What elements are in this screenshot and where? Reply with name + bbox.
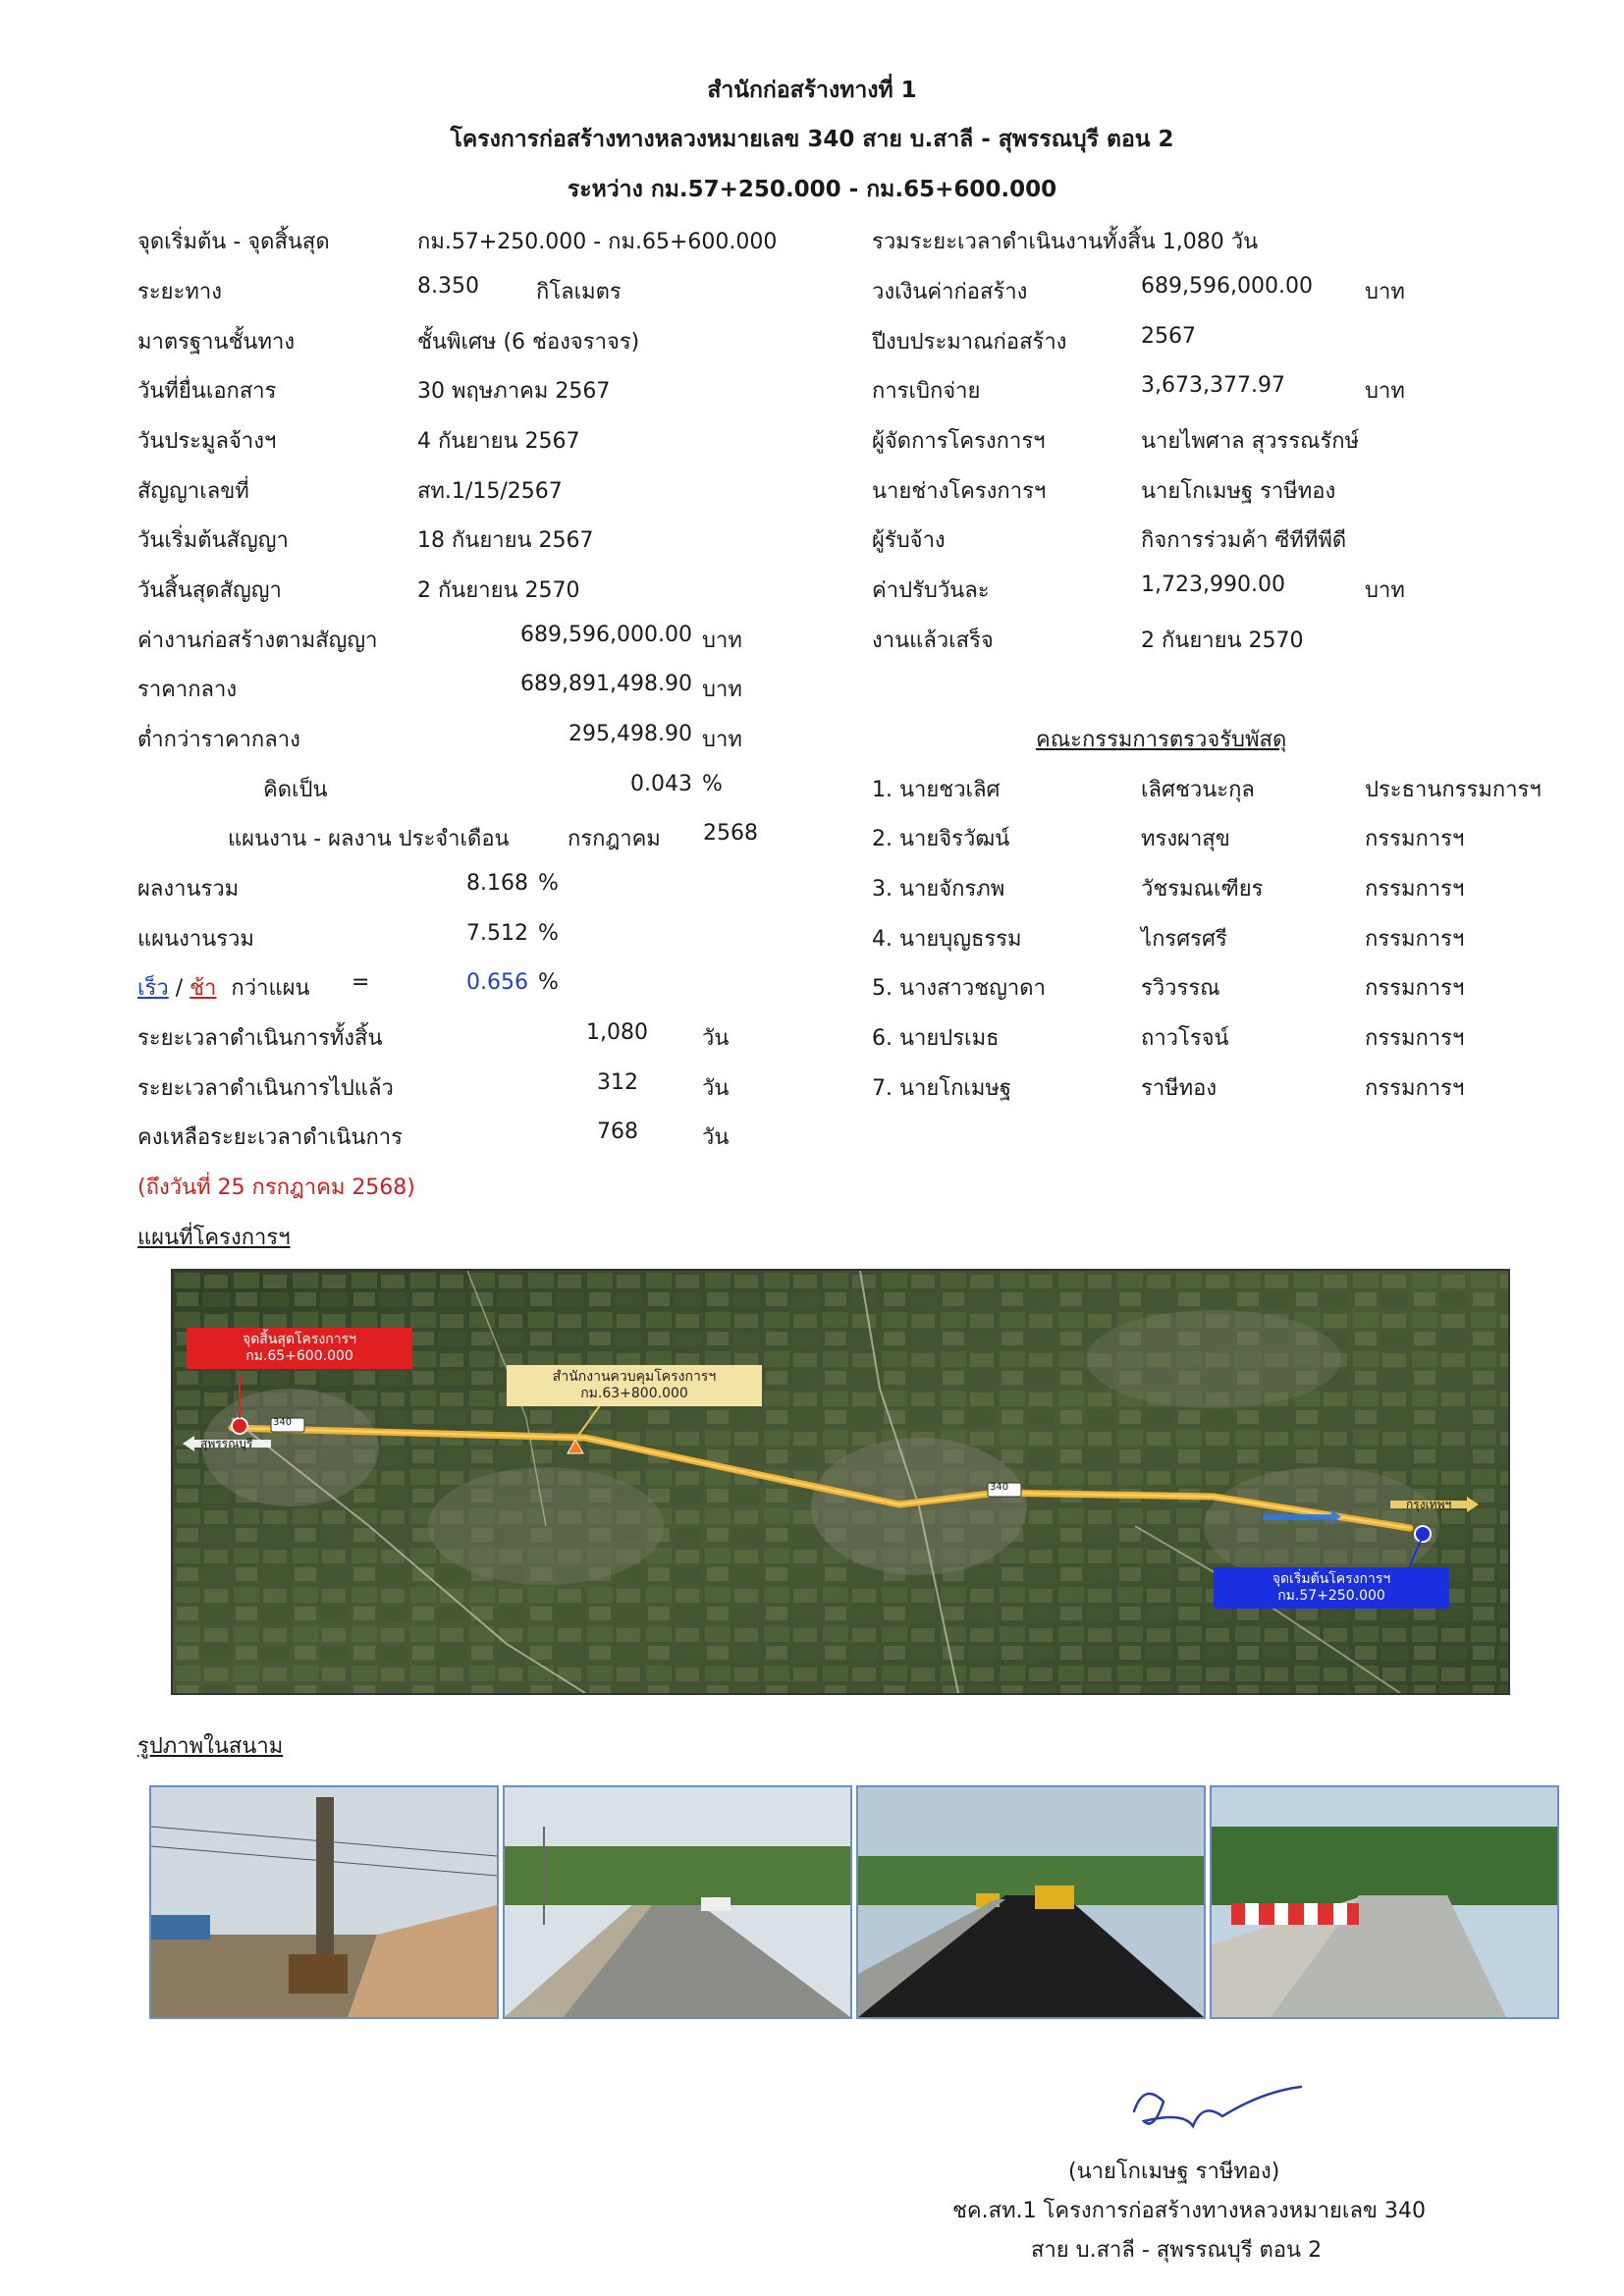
office-label: สำนักงานควบคุมโครงการฯ bbox=[552, 1369, 717, 1385]
value-below-median: 295,498.90 bbox=[568, 722, 692, 746]
speed-fast: เร็ว bbox=[137, 976, 169, 1001]
value-standard: ชั้นพิเศษ (6 ช่องจราจร) bbox=[417, 330, 640, 355]
office-callout bbox=[507, 1365, 762, 1406]
speed-slash: / bbox=[175, 976, 184, 1001]
signer-position: ชค.สท.1 โครงการก่อสร้างทางหลวงหมายเลข 340 bbox=[952, 2199, 1426, 2223]
value-distance: 8.350 bbox=[417, 274, 479, 299]
unit-median-price: บาท bbox=[702, 678, 742, 702]
as-of-date: (ถึงวันที่ 25 กรกฎาคม 2568) bbox=[137, 1175, 415, 1200]
unit-contract-cost: บาท bbox=[702, 629, 742, 653]
value-plan-month: กรกฎาคม bbox=[568, 827, 661, 851]
signer-project: สาย บ.สาลี - สุพรรณบุรี ตอน 2 bbox=[1031, 2238, 1323, 2263]
member-name: 5. นางสาวชญาดา bbox=[872, 976, 1046, 1001]
start-point-label: จุดเริ่มต้นโครงการฯ bbox=[1272, 1571, 1391, 1587]
unit-remaining-duration: วัน bbox=[702, 1125, 730, 1150]
unit-below-median: บาท bbox=[702, 728, 742, 752]
unit-distance: กิโลเมตร bbox=[536, 280, 622, 304]
photos-title: รูปภาพในสนาม bbox=[137, 1734, 284, 1759]
speed-equals: = bbox=[352, 970, 370, 995]
end-point-marker bbox=[232, 1418, 247, 1434]
label-total-plan: แผนงานรวม bbox=[137, 927, 254, 952]
field-photo bbox=[856, 1785, 1206, 2019]
value-fiscal-year: 2567 bbox=[1141, 324, 1196, 349]
member-surname: ทรงผาสุข bbox=[1141, 827, 1230, 851]
label-below-median: ต่ำกว่าราคากลาง bbox=[137, 728, 300, 752]
speed-slow: ช้า bbox=[189, 976, 217, 1001]
member-name: 6. นายปรเมธ bbox=[872, 1026, 1000, 1051]
value-submit-date: 30 พฤษภาคม 2567 bbox=[417, 379, 611, 404]
label-remaining-duration: คงเหลือระยะเวลาดำเนินการ bbox=[137, 1125, 403, 1150]
field-photo bbox=[1210, 1785, 1559, 2019]
value-total-progress: 8.168 bbox=[466, 871, 528, 896]
value-project-engineer: นายโกเมษฐ ราษีทอง bbox=[1141, 479, 1336, 504]
label-total-days: รวมระยะเวลาดำเนินงานทั้งสิ้น 1,080 วัน bbox=[872, 230, 1259, 254]
start-point-km: กม.57+250.000 bbox=[1277, 1588, 1385, 1604]
member-role: กรรมการฯ bbox=[1365, 827, 1465, 851]
label-bid-date: วันประมูลจ้างฯ bbox=[137, 429, 277, 454]
photo-concrete-road bbox=[1212, 1787, 1557, 2017]
member-surname: รวิวรรณ bbox=[1141, 976, 1220, 1001]
label-standard: มาตรฐานชั้นทาง bbox=[137, 330, 296, 355]
label-percent: คิดเป็น bbox=[263, 778, 328, 802]
speed-label: กว่าแผน bbox=[231, 976, 310, 1001]
label-plan-monthly: แผนงาน - ผลงาน ประจำเดือน bbox=[228, 827, 510, 851]
label-contractor: ผู้รับจ้าง bbox=[872, 528, 946, 553]
label-fiscal-year: ปีงบประมาณก่อสร้าง bbox=[872, 330, 1067, 355]
member-surname: ราษีทอง bbox=[1141, 1076, 1218, 1101]
member-surname: ถาวโรจน์ bbox=[1141, 1026, 1229, 1051]
route-number-label: 340 bbox=[990, 1482, 1009, 1493]
unit-budget: บาท bbox=[1365, 280, 1405, 304]
value-plan-year: 2568 bbox=[703, 821, 758, 846]
signature-scribble bbox=[1114, 2072, 1311, 2145]
label-project-engineer: นายช่างโครงการฯ bbox=[872, 479, 1047, 504]
unit-disbursement: บาท bbox=[1365, 379, 1405, 404]
value-contract-start: 18 กันยายน 2567 bbox=[417, 528, 594, 553]
value-bid-date: 4 กันยายน 2567 bbox=[417, 429, 580, 454]
member-surname: เลิศชวนะกุล bbox=[1141, 778, 1255, 802]
label-median-price: ราคากลาง bbox=[137, 678, 238, 702]
label-daily-fine: ค่าปรับวันละ bbox=[872, 578, 990, 603]
member-surname: ไกรศรศรี bbox=[1141, 927, 1227, 952]
field-photo bbox=[149, 1785, 499, 2019]
member-name: 3. นายจักรภพ bbox=[872, 877, 1005, 902]
value-total-duration: 1,080 bbox=[586, 1020, 648, 1045]
value-start-end: กม.57+250.000 - กม.65+600.000 bbox=[417, 230, 778, 254]
label-contract-no: สัญญาเลขที่ bbox=[137, 479, 249, 504]
label-budget: วงเงินค่าก่อสร้าง bbox=[872, 280, 1028, 304]
speed-unit: % bbox=[538, 970, 559, 995]
start-point-marker bbox=[1415, 1526, 1431, 1542]
label-start-end: จุดเริ่มต้น - จุดสิ้นสุด bbox=[137, 230, 330, 254]
unit-total-plan: % bbox=[538, 921, 559, 946]
member-role: กรรมการฯ bbox=[1365, 1026, 1465, 1051]
value-contract-no: สท.1/15/2567 bbox=[417, 479, 563, 504]
value-contract-end: 2 กันยายน 2570 bbox=[417, 578, 580, 603]
label-submit-date: วันที่ยื่นเอกสาร bbox=[137, 379, 277, 404]
end-point-km: กม.65+600.000 bbox=[245, 1348, 353, 1364]
office-km: กม.63+800.000 bbox=[580, 1386, 688, 1401]
section-title: ระหว่าง กม.57+250.000 - กม.65+600.000 bbox=[567, 177, 1057, 202]
member-surname: วัชรมณเฑียร bbox=[1141, 877, 1264, 902]
value-contractor: กิจการร่วมค้า ซีทีทีพีดี bbox=[1141, 528, 1347, 553]
value-budget: 689,596,000.00 bbox=[1141, 274, 1313, 299]
photo-road-widening bbox=[505, 1787, 850, 2017]
member-role: กรรมการฯ bbox=[1365, 877, 1465, 902]
map-title: แผนที่โครงการฯ bbox=[137, 1226, 291, 1250]
field-photo bbox=[503, 1785, 852, 2019]
label-contract-start: วันเริ่มต้นสัญญา bbox=[137, 528, 289, 553]
member-role: กรรมการฯ bbox=[1365, 927, 1465, 952]
label-total-progress: ผลงานรวม bbox=[137, 877, 240, 902]
project-map bbox=[171, 1269, 1510, 1695]
value-project-manager: นายไพศาล สุวรรณรักษ์ bbox=[1141, 429, 1360, 454]
value-median-price: 689,891,498.90 bbox=[520, 672, 692, 696]
start-point-callout bbox=[1214, 1567, 1449, 1609]
suphan-direction-label: สุพรรณบุรี bbox=[200, 1437, 253, 1450]
member-name: 7. นายโกเมษฐ bbox=[872, 1076, 1012, 1101]
member-name: 2. นายจิรวัฒน์ bbox=[872, 827, 1010, 851]
end-point-label: จุดสิ้นสุดโครงการฯ bbox=[242, 1332, 356, 1347]
value-total-plan: 7.512 bbox=[466, 921, 528, 946]
value-contract-cost: 689,596,000.00 bbox=[520, 623, 692, 647]
committee-title: คณะกรรมการตรวจรับพัสดุ bbox=[1036, 728, 1287, 752]
label-completion: งานแล้วเสร็จ bbox=[872, 629, 994, 653]
label-disbursement: การเบิกจ่าย bbox=[872, 379, 981, 404]
end-point-callout bbox=[187, 1328, 412, 1369]
project-title: โครงการก่อสร้างทางหลวงหมายเลข 340 สาย บ.สาลี - สุพรรณบุรี ตอน 2 bbox=[450, 127, 1174, 152]
label-contract-cost: ค่างานก่อสร้างตามสัญญา bbox=[137, 629, 378, 653]
handwritten-signature bbox=[1114, 2072, 1311, 2141]
value-completion: 2 กันยายน 2570 bbox=[1141, 629, 1304, 653]
unit-total-duration: วัน bbox=[702, 1026, 730, 1051]
unit-daily-fine: บาท bbox=[1365, 578, 1405, 603]
member-name: 1. นายชวเลิศ bbox=[872, 778, 1001, 802]
member-role: กรรมการฯ bbox=[1365, 1076, 1465, 1101]
unit-elapsed-duration: วัน bbox=[702, 1076, 730, 1101]
value-disbursement: 3,673,377.97 bbox=[1141, 373, 1285, 398]
unit-percent: % bbox=[702, 772, 723, 796]
label-total-duration: ระยะเวลาดำเนินการทั้งสิ้น bbox=[137, 1026, 383, 1051]
value-percent: 0.043 bbox=[630, 772, 692, 796]
unit-total-progress: % bbox=[538, 871, 559, 896]
member-name: 4. นายบุญธรรม bbox=[872, 927, 1022, 952]
office-title: สำนักก่อสร้างทางที่ 1 bbox=[707, 78, 917, 103]
photo-piling-rig bbox=[151, 1787, 497, 2017]
speed-value: 0.656 bbox=[466, 970, 528, 995]
route-number-label: 340 bbox=[273, 1417, 293, 1428]
value-elapsed-duration: 312 bbox=[597, 1070, 638, 1095]
member-role: ประธานกรรมการฯ bbox=[1365, 778, 1542, 802]
photo-asphalt-paving bbox=[858, 1787, 1204, 2017]
speed-row bbox=[137, 970, 310, 1005]
label-elapsed-duration: ระยะเวลาดำเนินการไปแล้ว bbox=[137, 1076, 394, 1101]
label-project-manager: ผู้จัดการโครงการฯ bbox=[872, 429, 1046, 454]
label-distance: ระยะทาง bbox=[137, 280, 222, 304]
value-remaining-duration: 768 bbox=[597, 1120, 638, 1144]
bangkok-direction-label: กรุงเทพฯ bbox=[1406, 1498, 1452, 1511]
signer-name: (นายโกเมษฐ ราษีทอง) bbox=[1068, 2159, 1280, 2184]
value-daily-fine: 1,723,990.00 bbox=[1141, 573, 1285, 597]
label-contract-end: วันสิ้นสุดสัญญา bbox=[137, 578, 282, 603]
member-role: กรรมการฯ bbox=[1365, 976, 1465, 1001]
